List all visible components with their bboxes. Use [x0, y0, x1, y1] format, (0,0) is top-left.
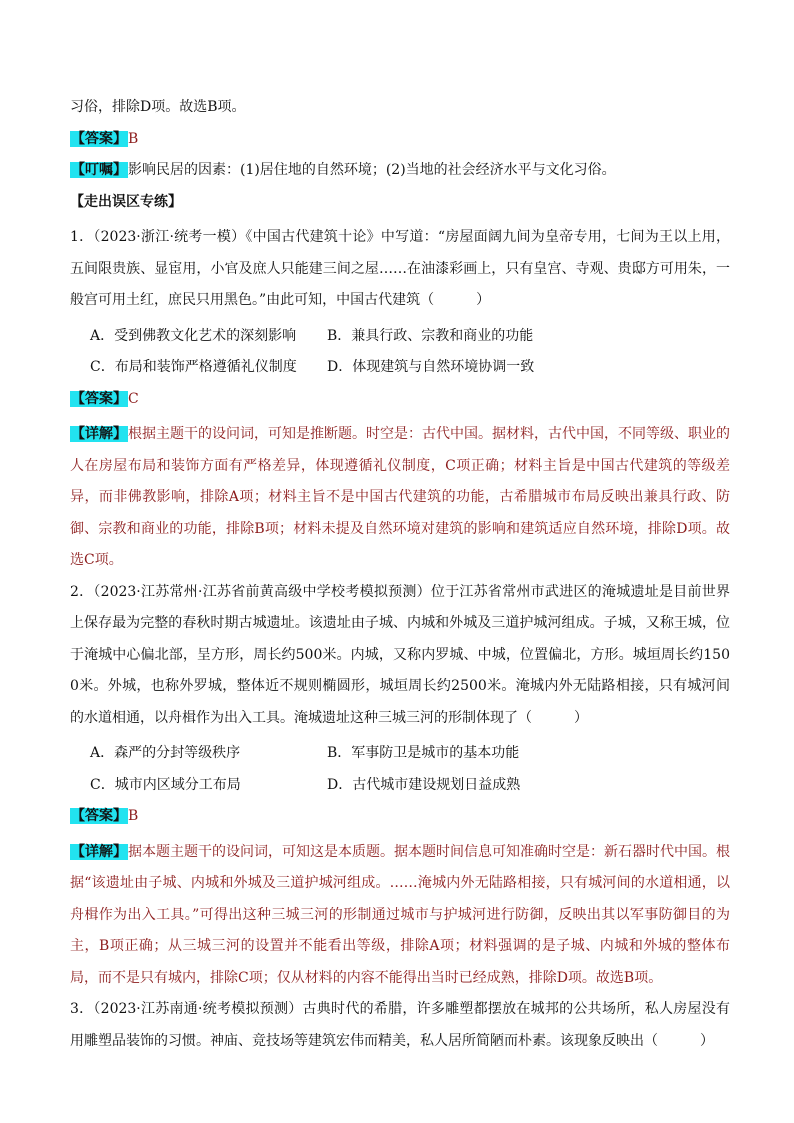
question-stem: 1．（2023·浙江·统考一模）《中国古代建筑十论》中写道：“房屋面阔九间为皇帝专用，七间为王以上用，五间限贵族、显宦用，小官及庶人只能建三间之屋……在油漆彩画上，只有皇宫、寺观、贵邸方可用朱，一般宫可用土红，庶民只用黑色。”由此可知，中国古代建筑（ ）: [70, 229, 730, 308]
detail-text: 据本题主题干的设问词，可知这是本质题。据本题时间信息可知准确时空是：新石器时代中国。根据“该遗址由子城、内城和外城及三道护城河组成。……淹城内外无陆路相接，只有城河间的水道相通，以舟楫作为出入工具。”可得出这种三城三河的形制通过城市与护城河进行防御，反映出其以军事防御目的为主，B项正确；从三城三河的设置并不能看出等级，排除A项；材料强调的是子城、内城和外城的整体布局，而不是只有城内，排除C项；仅从材料的内容不能得出当时已经成熟，排除D项。故选B项。: [70, 843, 730, 986]
question-2: [70, 577, 730, 995]
question-3: [70, 994, 730, 1057]
question-stem: 3．（2023·江苏南通·统考模拟预测）古典时代的希腊，许多雕塑都摆放在城邦的公共场所，私人房屋没有用雕塑品装饰的习惯。神庙、竞技场等建筑宏伟而精美，私人居所简陋而朴素。该现象反映出（ ）: [70, 1001, 730, 1049]
answer-line-prev: [70, 128, 730, 150]
document-page: [70, 96, 730, 1057]
section-title: 【走出误区专练】: [70, 193, 182, 210]
tip-line: [70, 159, 730, 181]
question-1: [70, 222, 730, 577]
answer-tag: 【答案】: [71, 130, 127, 147]
answer-tag: 【答案】: [71, 390, 127, 407]
tip-text: 影响民居的因素：(1)居住地的自然环境；(2)当地的社会经济水平与文化习俗。: [128, 162, 616, 178]
option-c: C．城市内区域分工布局: [90, 776, 241, 793]
option-d: D．体现建筑与自然环境协调一致: [327, 359, 535, 375]
option-c: C．布局和装饰严格遵循礼仪制度: [90, 359, 297, 375]
detail-paragraph: [70, 837, 730, 995]
answer-value: B: [128, 130, 139, 147]
option-a: A．受到佛教文化艺术的深刻影响: [90, 327, 297, 344]
detail-tag: 【详解】: [71, 426, 127, 442]
detail-tag: 【详解】: [71, 843, 127, 860]
answer-tag: 【答案】: [71, 808, 127, 824]
question-stem: 2．（2023·江苏常州·江苏省前黄高级中学校考模拟预测）位于江苏省常州市武进区的淹城遗址是目前世界上保存最为完整的春秋时期古城遗址。该遗址由子城、内城和外城及三道护城河组成。子城，又称王城，位于淹城中心偏北部，呈方形，周长约500米。内城，又称内罗城、中城，位置偏北，方形。城垣周长约1500米。外城，也称外罗城，整体近不规则椭圆形，城垣周长约2500米。淹城内外无陆路相接，只有城河间的水道相通，以舟楫作为出入工具。淹城遗址这种三城三河的形制体现了（ ）: [70, 583, 730, 726]
options-row: [70, 774, 730, 796]
option-b: B．兼具行政、宗教和商业的功能: [327, 327, 534, 344]
answer-value: C: [128, 390, 139, 407]
option-b: B．军事防卫是城市的基本功能: [327, 745, 520, 761]
answer-value: B: [128, 808, 139, 824]
detail-paragraph: [70, 419, 730, 577]
option-d: D．古代城市建设规划日益成熟: [327, 776, 521, 793]
tip-tag: 【叮嘱】: [71, 162, 127, 178]
options-row: [70, 356, 730, 378]
options-row: [70, 325, 730, 347]
answer-line: [70, 805, 730, 827]
detail-text: 根据主题干的设问词，可知是推断题。时空是：古代中国。据材料，古代中国，不同等级、职业的人在房屋布局和装饰方面有严格差异，体现遵循礼仪制度，C项正确；材料主旨是中国古代建筑的等级差异，而非佛教影响，排除A项；材料主旨不是中国古代建筑的功能，古希腊城市布局反映出兼具行政、防御、宗教和商业的功能，排除B项；材料未提及自然环境对建筑的影响和建筑适应自然环境，排除D项。故选C项。: [70, 426, 730, 568]
option-a: A．森严的分封等级秩序: [90, 745, 241, 761]
continuation-text: 习俗，排除D项。故选B项。: [70, 99, 246, 115]
answer-line: [70, 388, 730, 410]
options-row: [70, 742, 730, 764]
